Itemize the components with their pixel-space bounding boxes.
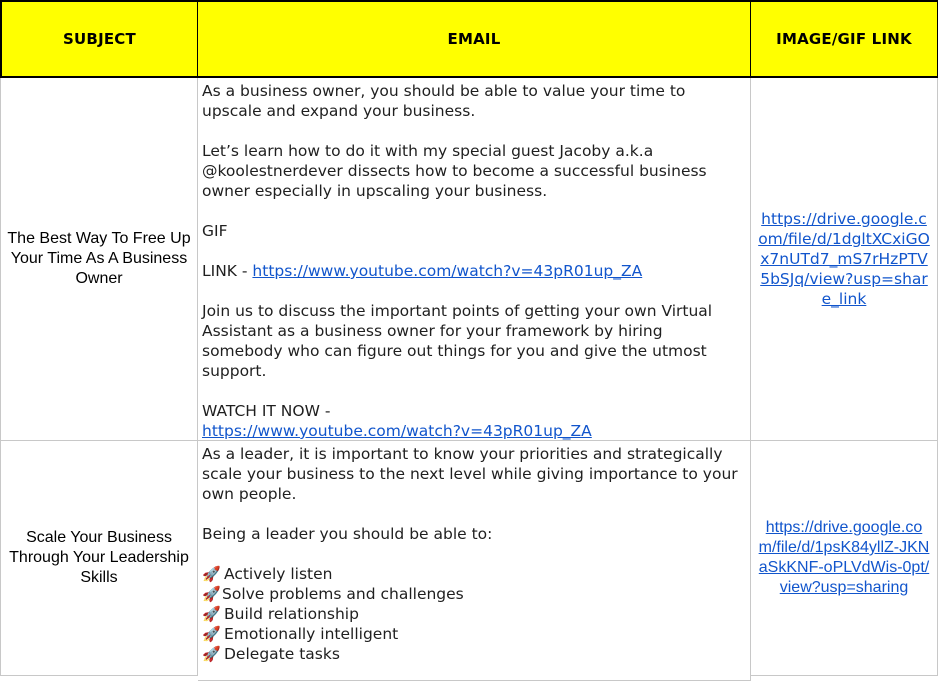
drive-link[interactable]: https://drive.google.com/file/d/1psK84yllZ-JKNaSkKNF-oPLVdWis-0pt/view?usp=sharing [758, 519, 930, 596]
list-item-text: Emotionally intelligent [224, 625, 399, 643]
email-cell[interactable] [198, 78, 751, 441]
email-link-prefix: LINK - [202, 262, 253, 280]
header-image-link[interactable] [751, 0, 938, 78]
image-link-cell[interactable] [751, 441, 938, 676]
watch-now-link[interactable]: https://www.youtube.com/watch?v=43pR01up_ZA [202, 422, 592, 440]
drive-link[interactable]: https://drive.google.com/file/d/1dgltXCxiGOx7nUTd7_mS7rHzPTV5bSJq/view?usp=share_link [758, 210, 930, 308]
email-gif-label: GIF [202, 222, 228, 240]
subject-text: Scale Your Business Through Your Leadership Skills [9, 529, 189, 586]
list-item-text: Solve problems and challenges [222, 585, 464, 603]
table-row [0, 78, 938, 441]
list-item-text: Build relationship [224, 605, 359, 623]
rocket-icon: 🚀 [202, 585, 221, 603]
table-row [0, 441, 938, 681]
image-link-cell[interactable] [751, 78, 938, 441]
email-paragraph: Let’s learn how to do it with my special guest Jacoby a.k.a @koolestnerdever dissects how to become a successful business owner especially in upscaling your business. [202, 142, 707, 200]
subject-cell[interactable] [0, 441, 198, 676]
rocket-icon: 🚀 [202, 625, 221, 643]
list-item [202, 584, 746, 604]
list-item [202, 644, 746, 664]
header-subject[interactable] [0, 0, 198, 78]
list-item-text: Actively listen [224, 565, 333, 583]
email-paragraph: Being a leader you should be able to: [202, 525, 493, 543]
header-email[interactable] [198, 0, 751, 78]
email-watch-label: WATCH IT NOW - [202, 402, 331, 420]
rocket-icon: 🚀 [202, 645, 221, 663]
header-row [0, 0, 938, 78]
header-image-link-label: IMAGE/GIF LINK [776, 30, 912, 48]
email-cell[interactable] [198, 441, 751, 681]
header-email-label: EMAIL [447, 30, 501, 48]
subject-cell[interactable] [0, 78, 198, 441]
subject-text: The Best Way To Free Up Your Time As A Business Owner [7, 230, 191, 287]
email-paragraph: As a business owner, you should be able to value your time to upscale and expand your business. [202, 82, 686, 120]
rocket-icon: 🚀 [202, 565, 221, 583]
email-paragraph: As a leader, it is important to know your priorities and strategically scale your business to the next level while giving importance to your own people. [202, 445, 738, 503]
youtube-link[interactable]: https://www.youtube.com/watch?v=43pR01up_ZA [252, 262, 643, 280]
email-paragraph: Join us to discuss the important points of getting your own Virtual Assistant as a business owner for your framework by hiring somebody who can figure out things for you and give the utmost support. [202, 302, 713, 380]
list-item [202, 604, 746, 624]
email-link-line [202, 261, 746, 281]
header-subject-label: SUBJECT [63, 30, 136, 48]
list-item [202, 624, 746, 644]
list-item [202, 564, 746, 584]
list-item-text: Delegate tasks [224, 645, 340, 663]
rocket-icon: 🚀 [202, 605, 221, 623]
